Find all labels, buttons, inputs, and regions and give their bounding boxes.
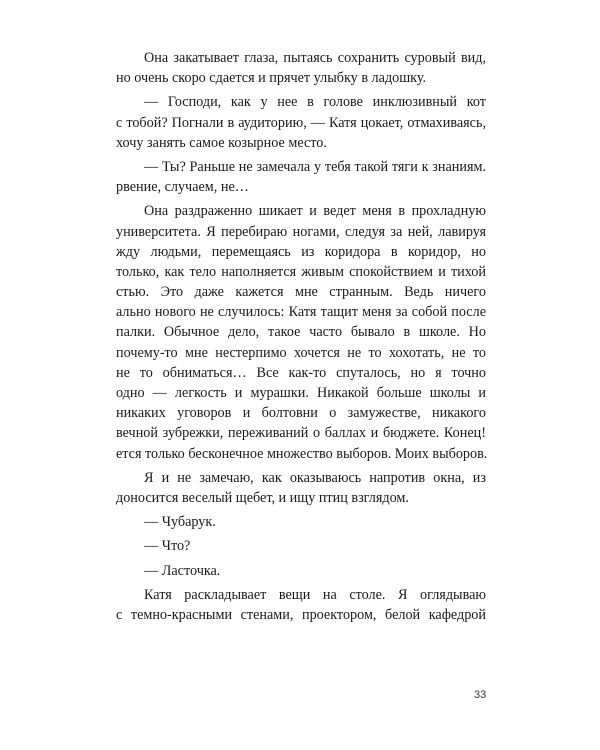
text-line: хочу занять самое козырное место.: [116, 134, 327, 151]
text-line: доносится веселый щебет, и ищу птиц взглядом.: [116, 489, 409, 506]
text-line: ется только бесконечное множество выборов. Моих выборов.: [116, 445, 488, 462]
page-number: 33: [474, 689, 487, 701]
text-line: почему-то мне нестерпимо хочется не то хохотать, не то: [116, 344, 486, 361]
text-line: жду людьми, перемещаясь из коридора в коридор, но: [116, 243, 486, 260]
paragraph: [116, 561, 486, 581]
text-line: с темно-красными стенами, проектором, белой кафедрой: [116, 606, 486, 623]
text-line: рвение, случаем, не…: [116, 179, 249, 196]
paragraph: [116, 201, 486, 463]
paragraph: [116, 92, 486, 153]
text-line: — Что?: [144, 538, 191, 555]
text-line: одно — легкость и мурашки. Никакой больше школы и: [116, 385, 486, 401]
paragraph: [116, 468, 486, 508]
text-line: но очень скоро сдается и прячет улыбку в ладошку.: [116, 70, 427, 87]
text-line: университета. Я перебираю ногами, следуя за ней, лавируя: [116, 223, 486, 240]
text-line: никаких уговоров и болтовни о замужестве, никакого: [116, 405, 486, 422]
paragraph: [116, 512, 486, 532]
text-line: с тобой? Погнали в аудиторию, — Катя цокает, отмахиваясь,: [116, 114, 486, 131]
text-line: Я и не замечаю, как оказываюсь напротив окна, из: [144, 469, 486, 486]
text-line: только, как тело наполняется живым спокойствием и тихой: [116, 263, 486, 280]
text-line: — Ласточка.: [144, 562, 221, 579]
text-line: — Чубарук.: [144, 514, 216, 531]
text-line: Она закатывает глаза, пытаясь сохранить суровый вид,: [144, 50, 486, 66]
text-line: не то обниматься… Все как-то спуталось, но я точно: [116, 364, 486, 381]
paragraph: [116, 536, 486, 556]
text-line: — Господи, как у нее в голове инклюзивный кот: [144, 94, 486, 111]
body-text: [116, 48, 486, 625]
paragraph: [116, 585, 486, 625]
text-line: Катя раскладывает вещи на столе. Я оглядываю: [144, 586, 486, 603]
paragraph: [116, 48, 486, 88]
text-line: палки. Обычное дело, такое часто бывало в школе. Но: [116, 324, 486, 341]
paragraph: [116, 157, 486, 197]
text-line: вечной зубрежки, переживаний о баллах и бюджете. Конец!: [116, 425, 486, 442]
text-line: Она раздраженно шикает и ведет меня в прохладную: [144, 203, 486, 220]
text-line: ально нового не случилось: Катя тащит меня за собой после: [116, 304, 486, 321]
text-line: — Ты? Раньше не замечала у тебя такой тяги к знаниям.: [144, 158, 486, 175]
text-line: стью. Это даже кажется мне странным. Ведь ничего: [116, 284, 486, 301]
